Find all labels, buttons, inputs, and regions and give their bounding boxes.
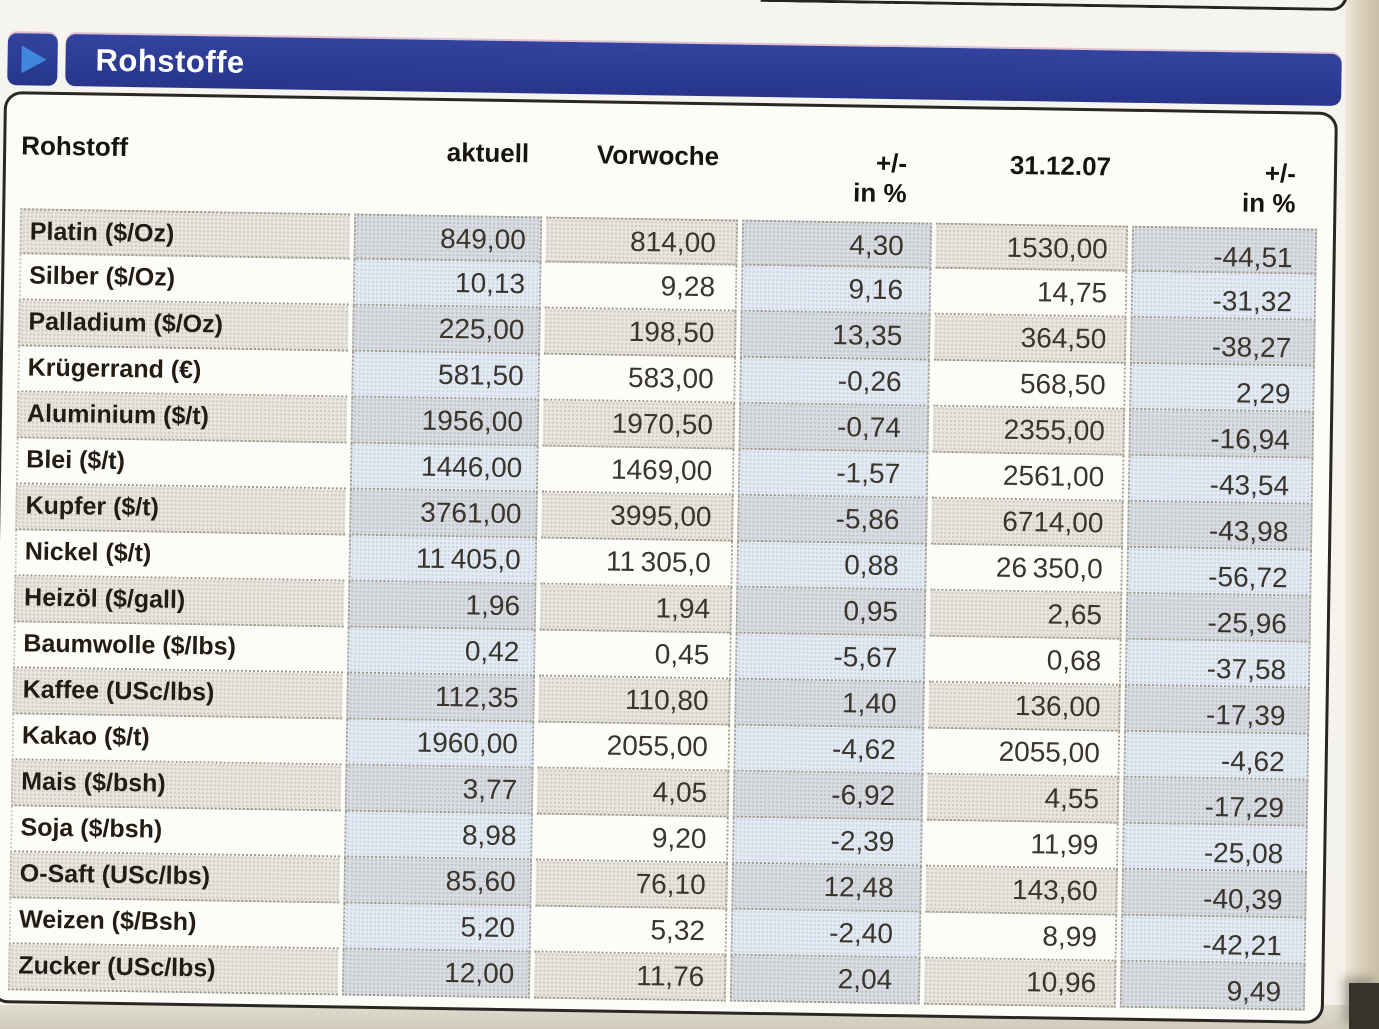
value-yearend: 8,99 <box>925 913 1118 962</box>
value-yearend: 26 350,0 <box>930 545 1123 594</box>
value-vorwoche: 4,05 <box>537 769 730 818</box>
column-header-vorwoche: Vorwoche <box>596 139 720 172</box>
value-aktuell: 12,00 <box>342 949 531 998</box>
value-change-week: -0,74 <box>739 404 930 453</box>
commodity-name: Blei ($/t) <box>16 438 347 489</box>
value-yearend: 568,50 <box>933 361 1126 410</box>
commodity-name: Silber ($/Oz) <box>19 254 350 305</box>
value-vorwoche: 1469,00 <box>542 447 735 496</box>
commodities-table-panel <box>0 91 1338 1024</box>
commodity-name: Heizöl ($/gall) <box>14 576 345 627</box>
value-vorwoche: 1,94 <box>540 585 733 634</box>
value-change-ytd: -31,32 <box>1131 272 1317 321</box>
value-change-week: 4,30 <box>741 220 932 269</box>
value-aktuell: 0,42 <box>347 628 536 677</box>
value-vorwoche: 76,10 <box>535 860 728 909</box>
column-header-yearend: 31.12.07 <box>1009 149 1112 182</box>
value-vorwoche: 0,45 <box>539 631 732 680</box>
value-yearend: 2055,00 <box>927 729 1120 778</box>
commodity-name: Zucker (USc/lbs) <box>8 944 339 995</box>
scan-paper-edge <box>1345 0 1379 1029</box>
commodity-name: Soja ($/bsh) <box>10 806 341 857</box>
column-header-change-week: +/- in % <box>852 147 908 209</box>
value-change-week: -0,26 <box>739 358 930 407</box>
commodity-name: Kakao ($/t) <box>12 714 343 765</box>
value-yearend: 2561,00 <box>932 453 1125 502</box>
play-arrow-icon <box>21 45 46 73</box>
value-yearend: 136,00 <box>928 683 1121 732</box>
value-change-ytd: -17,39 <box>1124 686 1310 735</box>
value-yearend: 4,55 <box>927 775 1120 824</box>
value-change-ytd: -4,62 <box>1123 732 1309 781</box>
value-yearend: 14,75 <box>935 269 1128 318</box>
value-vorwoche: 583,00 <box>543 355 736 404</box>
value-yearend: 143,60 <box>925 867 1118 916</box>
previous-panel-corner <box>761 0 1349 11</box>
value-change-ytd: -16,94 <box>1128 410 1314 459</box>
value-aktuell: 1446,00 <box>350 444 539 493</box>
value-yearend: 6714,00 <box>931 499 1124 548</box>
value-aktuell: 85,60 <box>343 857 532 906</box>
value-change-ytd: -17,29 <box>1123 778 1309 827</box>
commodity-name: O-Saft (USc/lbs) <box>9 852 340 903</box>
value-change-week: 1,40 <box>734 680 925 729</box>
commodity-name: Palladium ($/Oz) <box>18 300 349 351</box>
value-vorwoche: 814,00 <box>545 217 738 266</box>
column-header-aktuell: aktuell <box>446 137 530 169</box>
commodity-name: Nickel ($/t) <box>14 530 345 581</box>
value-aktuell: 1,96 <box>348 582 537 631</box>
value-aktuell: 3,77 <box>345 765 534 814</box>
value-change-ytd: -42,21 <box>1121 916 1307 965</box>
value-yearend: 10,96 <box>924 959 1117 1008</box>
value-vorwoche: 11 305,0 <box>540 539 733 588</box>
value-change-ytd: -43,54 <box>1128 456 1314 505</box>
value-vorwoche: 9,28 <box>545 263 738 312</box>
value-yearend: 2355,00 <box>933 407 1126 456</box>
value-vorwoche: 198,50 <box>544 309 737 358</box>
commodity-name: Baumwolle ($/lbs) <box>13 622 344 673</box>
value-change-ytd: -56,72 <box>1126 548 1312 597</box>
value-change-ytd: -37,58 <box>1125 640 1311 689</box>
commodity-name: Kaffee (USc/lbs) <box>12 668 343 719</box>
table-body <box>8 208 1317 1010</box>
commodity-name: Krügerrand (€) <box>17 346 348 397</box>
value-vorwoche: 3995,00 <box>541 493 734 542</box>
commodity-name: Kupfer ($/t) <box>15 484 346 535</box>
value-change-week: 12,48 <box>731 864 922 913</box>
value-aktuell: 10,13 <box>353 260 542 309</box>
value-change-ytd: 9,49 <box>1120 962 1306 1011</box>
value-aktuell: 849,00 <box>353 214 542 263</box>
value-change-ytd: -43,98 <box>1127 502 1313 551</box>
value-change-week: -6,92 <box>733 772 924 821</box>
table-header-row <box>20 94 1319 228</box>
value-yearend: 11,99 <box>926 821 1119 870</box>
value-aktuell: 8,98 <box>344 811 533 860</box>
value-aktuell: 3761,00 <box>349 490 538 539</box>
value-change-ytd: -25,08 <box>1122 824 1308 873</box>
scan-corner-shadow <box>1349 983 1379 1029</box>
value-change-week: -2,40 <box>731 910 922 959</box>
value-change-week: -2,39 <box>732 818 923 867</box>
commodity-name: Aluminium ($/t) <box>17 392 348 443</box>
value-yearend: 364,50 <box>934 315 1127 364</box>
value-vorwoche: 1970,50 <box>543 401 736 450</box>
value-yearend: 0,68 <box>929 637 1122 686</box>
value-aktuell: 1956,00 <box>351 398 540 447</box>
value-vorwoche: 9,20 <box>536 814 729 863</box>
value-change-ytd: 2,29 <box>1129 364 1315 413</box>
value-change-week: 13,35 <box>740 312 931 361</box>
value-change-week: -4,62 <box>733 726 924 775</box>
value-change-ytd: -40,39 <box>1121 870 1307 919</box>
value-aktuell: 225,00 <box>352 306 541 355</box>
column-header-change-ytd: +/- in % <box>1241 157 1297 219</box>
column-header-rohstoff: Rohstoff <box>21 130 129 162</box>
value-yearend: 2,65 <box>930 591 1123 640</box>
commodity-name: Mais ($/bsh) <box>11 760 342 811</box>
commodity-name: Weizen ($/Bsh) <box>9 898 340 949</box>
value-change-week: 9,16 <box>741 266 932 315</box>
value-vorwoche: 2055,00 <box>538 723 731 772</box>
value-change-week: -5,67 <box>735 634 926 683</box>
value-aktuell: 1960,00 <box>346 719 535 768</box>
value-change-week: 0,95 <box>736 588 927 637</box>
value-aktuell: 5,20 <box>343 903 532 952</box>
value-vorwoche: 11,76 <box>534 952 727 1001</box>
scan-content <box>2 33 1379 1008</box>
value-change-week: 0,88 <box>736 542 927 591</box>
commodity-name: Platin ($/Oz) <box>20 208 351 259</box>
value-vorwoche: 5,32 <box>535 906 728 955</box>
value-change-ytd: -44,51 <box>1131 226 1317 275</box>
value-aktuell: 581,50 <box>351 352 540 401</box>
value-aktuell: 11 405,0 <box>348 536 537 585</box>
section-title: Rohstoffe <box>95 42 246 80</box>
value-yearend: 1530,00 <box>935 223 1128 272</box>
value-vorwoche: 110,80 <box>538 677 731 726</box>
value-change-week: -5,86 <box>737 496 928 545</box>
value-change-ytd: -38,27 <box>1130 318 1316 367</box>
value-change-week: 2,04 <box>730 956 921 1005</box>
value-change-ytd: -25,96 <box>1126 594 1312 643</box>
value-aktuell: 112,35 <box>346 673 535 722</box>
section-marker <box>7 33 58 86</box>
value-change-week: -1,57 <box>738 450 929 499</box>
